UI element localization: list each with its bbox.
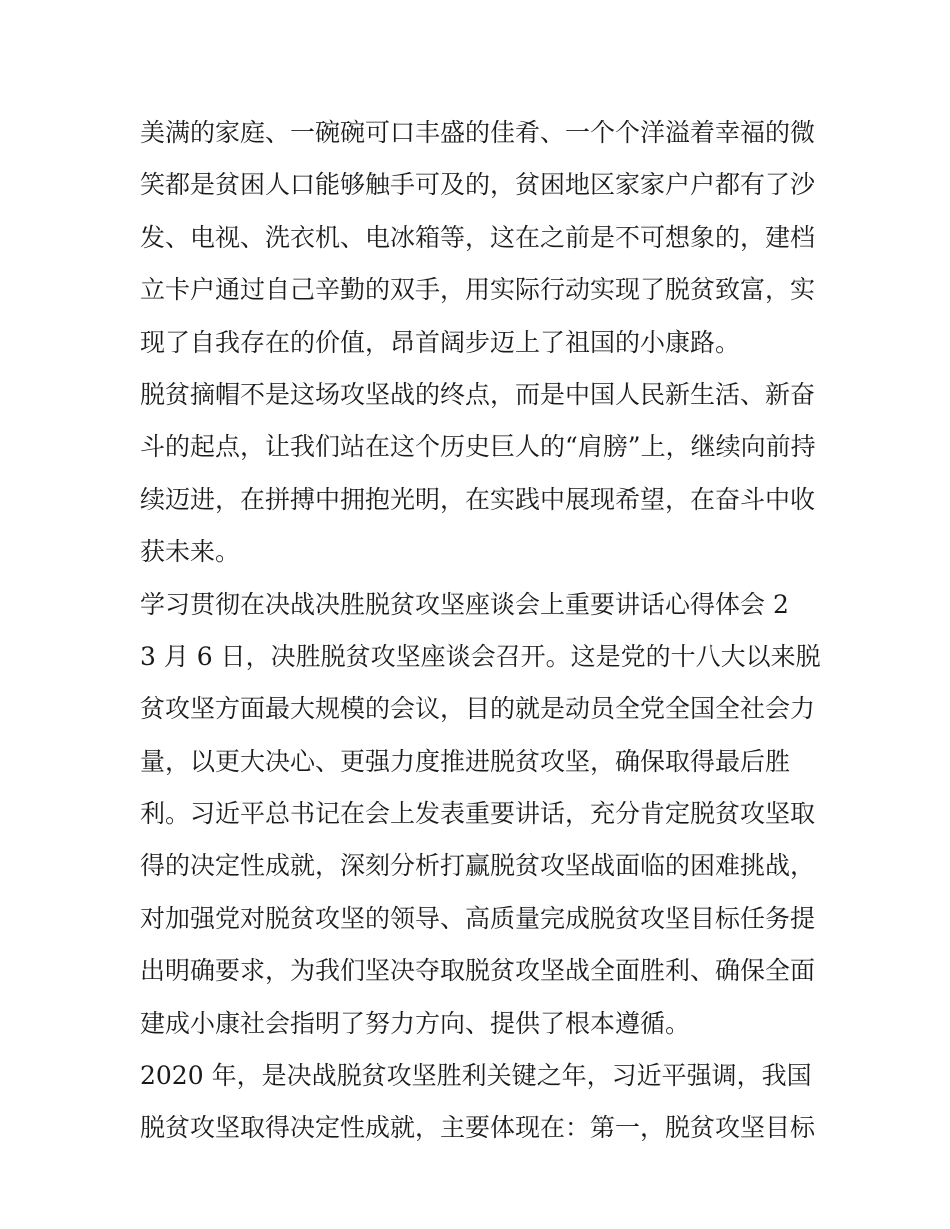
text-line: 学习贯彻在决战决胜脱贫攻坚座谈会上重要讲话心得体会 2	[140, 589, 789, 619]
text-line: 脱贫摘帽不是这场攻坚战的终点，而是中国人民新生活、新奋	[140, 379, 816, 409]
text-line: 续迈进，在拼搏中拥抱光明，在实践中展现希望，在奋斗中收	[140, 484, 816, 514]
text-line: 贫攻坚方面最大规模的会议，目的就是动员全党全国全社会力	[140, 694, 816, 724]
text-line: 出明确要求，为我们坚决夺取脱贫攻坚战全面胜利、确保全面	[140, 956, 816, 986]
text-line: 量，以更大决心、更强力度推进脱贫攻坚，确保取得最后胜	[140, 746, 791, 776]
text-line: 3 月 6 日，决胜脱贫攻坚座谈会召开。这是党的十八大以来脱	[140, 641, 821, 671]
text-line: 对加强党对脱贫攻坚的领导、高质量完成脱贫攻坚目标任务提	[140, 903, 816, 933]
text-line: 斗的起点，让我们站在这个历史巨人的“肩膀”上，继续向前持	[140, 432, 816, 462]
text-line: 美满的家庭、一碗碗可口丰盛的佳肴、一个个洋溢着幸福的微	[140, 118, 816, 147]
text-line: 脱贫攻坚取得决定性成就，主要体现在：第一，脱贫攻坚目标	[140, 1113, 816, 1143]
document-body	[140, 107, 820, 1155]
text-line: 笑都是贫困人口能够触手可及的，贫困地区家家户户都有了沙	[140, 170, 816, 200]
text-line: 获未来。	[140, 537, 241, 567]
text-line: 2020 年，是决战脱贫攻坚胜利关键之年，习近平强调，我国	[140, 1061, 812, 1091]
text-line: 发、电视、洗衣机、电冰箱等，这在之前是不可想象的，建档	[140, 222, 816, 252]
text-line: 得的决定性成就，深刻分析打赢脱贫攻坚战面临的困难挑战，	[140, 851, 816, 881]
text-line: 现了自我存在的价值，昂首阔步迈上了祖国的小康路。	[140, 327, 741, 357]
text-line: 利。习近平总书记在会上发表重要讲话，充分肯定脱贫攻坚取	[140, 799, 816, 829]
text-line: 立卡户通过自己辛勤的双手，用实际行动实现了脱贫致富，实	[140, 275, 816, 305]
text-line: 建成小康社会指明了努力方向、提供了根本遵循。	[140, 1008, 691, 1038]
